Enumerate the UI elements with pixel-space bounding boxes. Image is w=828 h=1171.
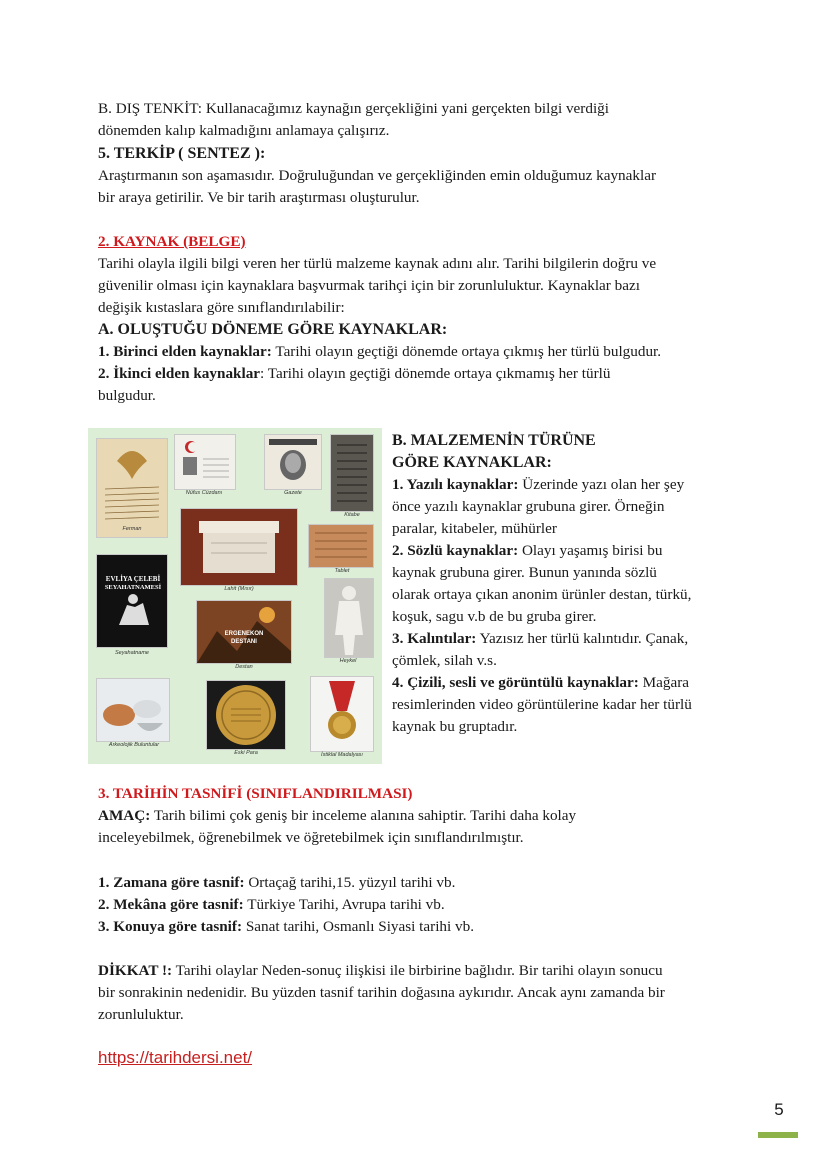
- nufus-cuzdani-caption: Nüfus Cüzdanı: [185, 490, 223, 496]
- dis-tenkit-label: B. DIŞ TENKİT:: [98, 100, 203, 117]
- madalya-image: [310, 676, 374, 752]
- kalintilar-label: 3. Kalıntılar:: [392, 630, 477, 647]
- zamana-gore-label: 1. Zamana göre tasnif:: [98, 874, 245, 891]
- amac-label: AMAÇ:: [98, 807, 151, 824]
- dis-tenkit-paragraph: [98, 98, 738, 142]
- malzeme-section: [392, 430, 732, 738]
- page-number-bar: [758, 1132, 798, 1138]
- dikkat-label: DİKKAT !:: [98, 962, 173, 979]
- kaynak-text-1: Tarihi olayla ilgili bilgi veren her türlü malzeme kaynak adını alır. Tarihi bilgilerin doğru ve: [98, 255, 657, 272]
- yazili-label: 1. Yazılı kaynaklar:: [392, 476, 519, 493]
- kaynak-text-3: değişik kıstaslara göre sınıflandırılabilir:: [98, 299, 345, 316]
- kaynak-section: [98, 231, 738, 407]
- lahit-caption: Lahit (Mısır): [224, 586, 254, 592]
- kitabe-image: [330, 434, 374, 512]
- nufus-cuzdani-image: [174, 434, 236, 490]
- book-title-2: SEYAHATNAMESİ: [104, 584, 162, 591]
- tablet-image: [308, 524, 374, 568]
- tablet-caption: Tablet: [334, 568, 350, 574]
- destan-title-1: ERGENEKON: [224, 631, 264, 637]
- kaynak-text-2: güvenilir olması için kaynaklara başvurmak tarihçi için bir zorunluluktur. Kaynaklar bazı: [98, 277, 640, 294]
- amac-text-1: Tarih bilimi çok geniş bir inceleme alanına sahiptir. Tarihi daha kolay: [150, 807, 577, 824]
- gazete-image: [264, 434, 322, 490]
- sozlu-label: 2. Sözlü kaynaklar:: [392, 542, 519, 559]
- ikinci-elden-text: : Tarihi olayın geçtiği dönemde ortaya çıkmamış her türlü: [260, 365, 611, 382]
- lahit-image: [180, 508, 298, 586]
- sozlu-text-3: olarak ortaya çıkan anonim ürünler destan, türkü,: [392, 586, 692, 603]
- ikinci-elden-text-2: bulgudur.: [98, 387, 156, 404]
- birinci-elden-label: 1. Birinci elden kaynaklar:: [98, 343, 272, 360]
- kaynak-collage-image: [88, 428, 382, 764]
- terkip-section: [98, 143, 738, 209]
- cizili-text-2: resimlerinden video görüntülerine kadar her türlü: [392, 696, 692, 713]
- malzeme-heading-1: B. MALZEMENİN TÜRÜNE: [392, 432, 596, 449]
- ferman-caption: Ferman: [122, 526, 142, 532]
- kitabe-caption: Kitabe: [344, 512, 360, 518]
- arkeolojik-caption: Arkeolojik Buluntular: [108, 742, 160, 748]
- kalintilar-text-2: çömlek, silah v.s.: [392, 652, 497, 669]
- ikinci-elden-label: 2. İkinci elden kaynaklar: [98, 365, 261, 382]
- dikkat-text-1: Tarihi olaylar Neden-sonuç ilişkisi ile birbirine bağlıdır. Bir tarihi olayın sonucu: [172, 962, 663, 979]
- sozlu-text-2: kaynak grubuna girer. Bunun yanında sözlü: [392, 564, 657, 581]
- book-title-1: EVLİYA ÇELEBİ: [105, 575, 161, 583]
- sozlu-text-4: koşuk, sagu v.b de bu gruba girer.: [392, 608, 597, 625]
- mekana-gore-text: Türkiye Tarihi, Avrupa tarihi vb.: [243, 896, 445, 913]
- cizili-text-1: Mağara: [638, 674, 690, 691]
- dikkat-paragraph: [98, 960, 738, 1026]
- tasnif-list: [98, 872, 738, 938]
- dis-tenkit-text-2: dönemden kalıp kalmadığını anlamaya çalışırız.: [98, 122, 390, 139]
- ferman-image: [96, 438, 168, 538]
- gazete-caption: Gazete: [284, 490, 302, 496]
- amac-text-2: inceleyebilmek, öğrenebilmek ve öğretebilmek için sınıflandırılmıştır.: [98, 829, 524, 846]
- yazili-text-3: paralar, kitabeler, mühürler: [392, 520, 557, 537]
- arkeolojik-image: [96, 678, 170, 742]
- olustugu-doneme-heading: A. OLUŞTUĞU DÖNEME GÖRE KAYNAKLAR:: [98, 321, 448, 338]
- zamana-gore-text: Ortaçağ tarihi,15. yüzyıl tarihi vb.: [244, 874, 456, 891]
- birinci-elden-text: Tarihi olayın geçtiği dönemde ortaya çıkmış her türlü bulgudur.: [271, 343, 662, 360]
- cizili-label: 4. Çizili, sesli ve görüntülü kaynaklar:: [392, 674, 639, 691]
- eski-para-image: [206, 680, 286, 750]
- cizili-text-3: kaynak bu gruptadır.: [392, 718, 518, 735]
- tasnif-heading: 3. TARİHİN TASNİFİ (SINIFLANDIRILMASI): [98, 785, 413, 802]
- mekana-gore-label: 2. Mekâna göre tasnif:: [98, 896, 244, 913]
- sozlu-text-1: Olayı yaşamış birisi bu: [518, 542, 663, 559]
- heykel-image: [324, 578, 374, 658]
- destan-title-2: DESTANI: [231, 639, 257, 645]
- eski-para-caption: Eski Para: [234, 750, 258, 756]
- konuya-gore-text: Sanat tarihi, Osmanlı Siyasi tarihi vb.: [242, 918, 475, 935]
- seyahatname-caption: Seyahatname: [115, 650, 149, 656]
- kaynak-heading: 2. KAYNAK (BELGE): [98, 233, 246, 250]
- website-link[interactable]: https://tarihdersi.net/: [98, 1048, 253, 1067]
- kalintilar-text-1: Yazısız her türlü kalıntıdır. Çanak,: [476, 630, 689, 647]
- yazili-text-1: Üzerinde yazı olan her şey: [518, 476, 685, 493]
- page-number: 5: [774, 1100, 784, 1119]
- terkip-text-1: Araştırmanın son aşamasıdır. Doğruluğundan ve gerçekliğinden emin olduğumuz kaynaklar: [98, 167, 656, 184]
- heykel-caption: Heykel: [339, 658, 357, 664]
- malzeme-heading-2: GÖRE KAYNAKLAR:: [392, 454, 552, 471]
- destan-caption: Destan: [235, 664, 253, 670]
- tasnif-section: [98, 783, 738, 849]
- konuya-gore-label: 3. Konuya göre tasnif:: [98, 918, 243, 935]
- dikkat-text-2: bir sonrakinin nedenidir. Bu yüzden tasnif tarihin doğasına aykırıdır. Ancak aynı zamanda bir: [98, 984, 665, 1001]
- seyahatname-image: [96, 554, 168, 648]
- dis-tenkit-text: Kullanacağımız kaynağın gerçekliğini yani gerçekten bilgi verdiği: [202, 100, 609, 117]
- yazili-text-2: önce yazılı kaynaklar grubuna girer. Örneğin: [392, 498, 665, 515]
- madalya-caption: İstiklal Madalyası: [321, 752, 363, 758]
- terkip-heading: 5. TERKİP ( SENTEZ ):: [98, 145, 266, 162]
- dikkat-text-3: zorunluluktur.: [98, 1006, 184, 1023]
- destan-image: [196, 600, 292, 664]
- terkip-text-2: bir araya getirilir. Ve bir tarih araştırması oluşturulur.: [98, 189, 420, 206]
